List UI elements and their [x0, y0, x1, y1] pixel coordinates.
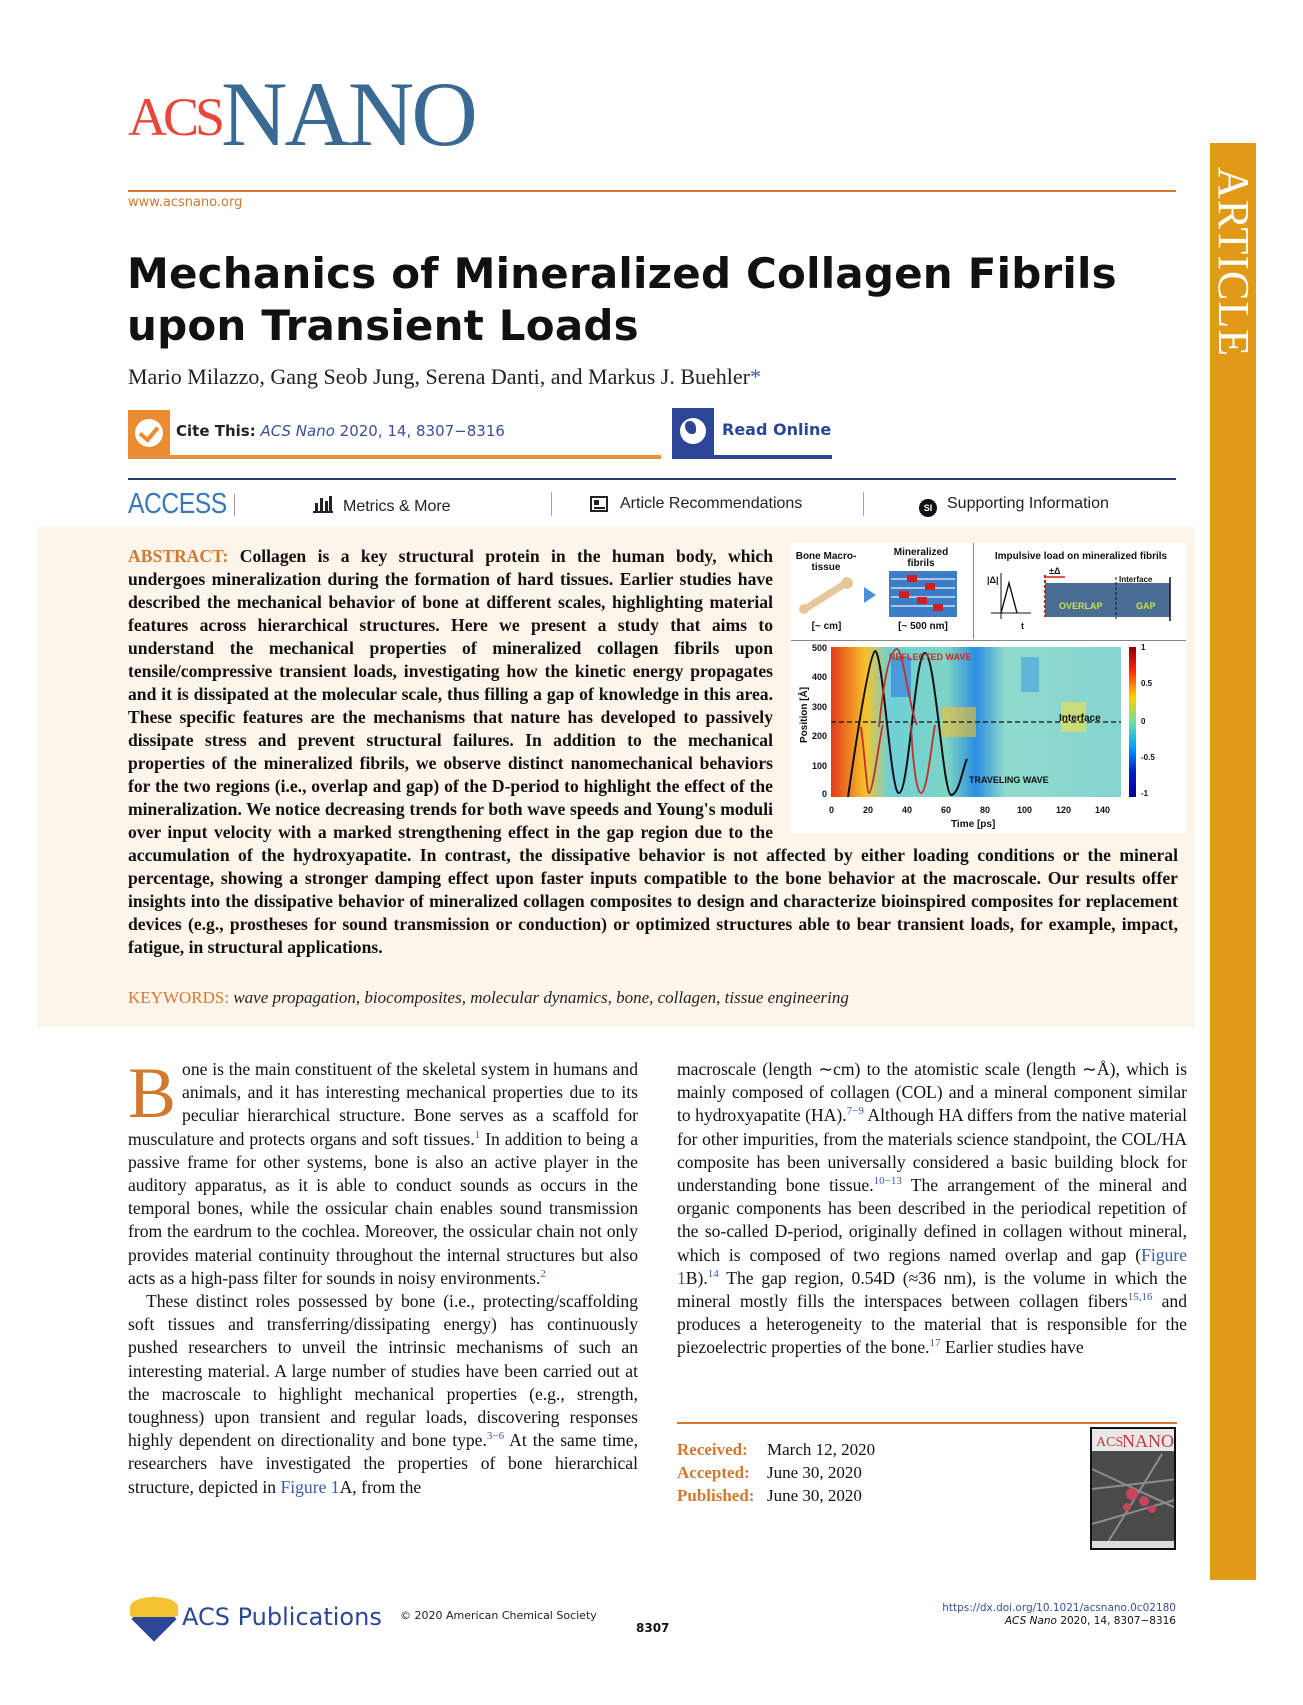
interface-label: Interface	[1059, 713, 1101, 724]
cite-journal: ACS Nano	[260, 422, 335, 440]
article-title: Mechanics of Mineralized Collagen Fibrils upon Transient Loads	[127, 249, 1117, 350]
website-link[interactable]: www.acsnano.org	[128, 195, 243, 210]
arrow-right-icon	[864, 587, 876, 603]
supporting-info-icon: SI	[919, 499, 937, 517]
access-bar	[128, 478, 1176, 533]
article-recommendations-icon	[590, 496, 608, 512]
citation-link[interactable]: 1	[474, 1128, 481, 1141]
body-column-left	[128, 1053, 639, 1499]
article-recommendations-button[interactable]	[590, 495, 802, 513]
published-date: June 30, 2020	[767, 1486, 862, 1505]
logo-acs: ACS	[128, 87, 222, 147]
footer-journal-ref: 2020, 14, 8307−8316	[1060, 1615, 1176, 1627]
figure-link[interactable]: Figure 1	[677, 1244, 1187, 1288]
doi-block	[900, 1602, 1176, 1628]
cite-ref: 2020, 14, 8307−8316	[339, 422, 505, 440]
supporting-information-button[interactable]	[919, 495, 1109, 517]
svg-text:ACS: ACS	[1096, 1435, 1124, 1450]
keywords-label: KEYWORDS:	[128, 988, 230, 1007]
paragraph-text: B).	[685, 1267, 708, 1288]
citation-link[interactable]: 15,16	[1127, 1291, 1153, 1304]
abstract-text: Collagen is a key structural protein in the human body, which undergoes mineralization during the formation of hard tissues. Earlier studies have described the mechanical behavior of bone at different scales, highlighting material features across hierarchical structures. Here we present a study that aims to understand the mechanical properties of mineralized collagen fibrils upon tensile/compressive transient loads, investigating how the kinetic energy propagates and it is dissipated at the molecular scale, thus filling a gap of knowledge in this area. These specific features are the mechanisms that nature has developed to passively dissipate stress and prevent structural failures. In addition to the mechanical properties of the mineralized fibrils, we observe distinct nanomechanical behaviors for the two regions (i.e., overlap and gap) of the D-period to highlight the effect of the mineralization. We notice decreasing trends for both wave speeds and Young's moduli over input velocity with a marked strengthening effect in the gap region due to the accumulation of the hydroxyapatite. In contrast, the dissipative behavior is not affected by either loading conditions or the mineral percentage, showing a stronger damping effect upon faster inputs compatible to the bone behavior at the macroscale. Our results offer insights into the dissipative behavior of mineralized collagen composites to design and characterize bioinspired composites for replacement devices (e.g., prostheses for sound transmission or conduction) or optimized structures able to bear transient loads, for example, impact, fatigue, in structural applications.	[128, 546, 1178, 957]
paragraph-text: In addition to being a passive frame for other systems, bone is also an active player in the auditory apparatus, as it is able to conduct sounds as occurs in the temporal bones, while the ossicular chain enables sound transmission from the eardrum to the cochlea. Moreover, the ossicular chain not only provides material continuity throughout the internal structures but also acts as a high-pass filter for sounds in noisy environments.	[128, 1128, 638, 1288]
accepted-date: June 30, 2020	[767, 1463, 862, 1482]
received-date: March 12, 2020	[767, 1440, 876, 1459]
author-list	[128, 364, 761, 390]
eagle-icon	[130, 1597, 178, 1617]
article-tab-label: ARTICLE	[1209, 166, 1258, 358]
journal-cover-thumbnail[interactable]	[1090, 1427, 1176, 1550]
bar-chart-icon	[313, 495, 333, 513]
x-axis-ticks: 0 20 40 60 80 100 120 140	[829, 805, 1111, 815]
corresponding-author-mark[interactable]: *	[749, 364, 761, 389]
footer-journal: ACS Nano	[1004, 1615, 1057, 1627]
checkmark-icon	[128, 410, 170, 455]
reflected-wave-label: REFLECTED WAVE	[889, 652, 972, 662]
cover-image	[1092, 1429, 1176, 1550]
logo-nano: NANO	[221, 63, 475, 165]
access-label: ACCESS	[128, 488, 227, 520]
panel-fibrils-scale: [~ 500 nm]	[898, 621, 948, 632]
mineralized-fibrils-icon	[889, 571, 957, 617]
divider	[791, 640, 1186, 641]
citation-link[interactable]: 10−13	[873, 1175, 902, 1188]
accepted-label: Accepted:	[677, 1463, 750, 1482]
toc-graphic[interactable]: Bone Macro-tissue [~ cm] Mineralized fibrils [~ 500 nm] Impulsive load on mineralized fibrils |Δ| t ±Δ Interface OVERLAP GAP Position [Å] 500 400 300 200 100 0 REFLECTED WAVE TRAVELING WAVE Interface 0 20 40 60 80 100 120 140 Time [ps] 1 0.5 0 -0.5 -1	[791, 543, 1186, 833]
divider	[973, 543, 974, 639]
pm-delta-label: ±Δ	[1049, 566, 1061, 576]
paragraph-text: Earlier studies have	[940, 1337, 1084, 1358]
overlap-label: OVERLAP	[1059, 601, 1103, 611]
paragraph-text: The gap region, 0.54D (≈36 nm), is the volume in which the mineral mostly fills the interspaces between collagen fibers	[677, 1267, 1187, 1312]
interface-label-top: Interface	[1119, 575, 1153, 584]
panel-impulse-title: Impulsive load on mineralized fibrils	[994, 551, 1168, 562]
page-number: 8307	[636, 1621, 670, 1635]
panel-bone-scale: [~ cm]	[811, 621, 842, 632]
citation-link[interactable]: 14	[707, 1267, 719, 1280]
citation-link[interactable]: 7−9	[846, 1105, 864, 1118]
cite-this-button[interactable]	[128, 410, 661, 459]
abstract-label: ABSTRACT:	[128, 546, 229, 566]
divider	[551, 492, 552, 516]
t-axis-label: t	[1021, 621, 1024, 631]
citation-link[interactable]: 3−6	[486, 1430, 505, 1443]
paragraph-text: macroscale (length ∼cm) to the atomistic scale (length ∼Å), which is mainly composed of collagen (COL) and a mineral component similar to hydroxyapatite (HA).	[677, 1059, 1187, 1126]
paragraph-text: and produces a heterogeneity to the material that is responsible for the piezoelectric properties of the bone.	[677, 1291, 1187, 1358]
femur-bone-icon	[799, 575, 859, 615]
delta-axis-label: |Δ|	[987, 575, 999, 585]
panel-bone-title: Bone Macro-tissue	[795, 551, 857, 573]
received-label: Received:	[677, 1440, 748, 1459]
publisher-name: ACS Publications	[182, 1603, 382, 1631]
x-axis-label: Time [ps]	[951, 819, 996, 830]
keywords	[128, 988, 849, 1008]
dates-rule	[677, 1422, 1177, 1424]
metrics-more-button[interactable]	[313, 495, 451, 516]
gap-label: GAP	[1136, 601, 1156, 611]
authors-text: Mario Milazzo, Gang Seob Jung, Serena Danti, and Markus J. Buehler	[128, 364, 750, 389]
divider	[863, 492, 864, 516]
journal-logo[interactable]	[128, 63, 475, 165]
cite-label: Cite This:	[176, 422, 256, 440]
divider	[234, 494, 235, 516]
y-axis-label: Position [Å]	[799, 686, 810, 743]
metrics-more-label: Metrics & More	[343, 498, 451, 515]
body-column-right	[677, 1058, 1187, 1360]
paragraph-text: These distinct roles possessed by bone (i.e., protecting/scaffolding soft tissues and transferring/dissipating energy) has continuously pushed researchers to unveil the intrinsic mechanisms of such an interesting material. A large number of studies have been carried out at the macroscale to highlight mechanical properties (e.g., strength, toughness) upon transient and regular loads, discovering responses highly dependent on directionality and bone type.	[128, 1291, 638, 1451]
panel-fibrils-title: Mineralized fibrils	[893, 547, 949, 569]
paragraph-text: A, from the	[339, 1476, 422, 1497]
read-online-button[interactable]	[672, 408, 832, 459]
keywords-text: wave propagation, biocomposites, molecular dynamics, bone, collagen, tissue engineering	[233, 988, 849, 1007]
colorbar	[1129, 647, 1136, 797]
paragraph-text: one is the main constituent of the skeletal system in humans and animals, and it has interesting mechanical properties due to its peculiar hierarchical structure. Bone serves as a scaffold for musculature and protects organs and soft tissues.	[128, 1059, 638, 1149]
citation-link[interactable]: 17	[929, 1337, 941, 1350]
copyright: © 2020 American Chemical Society	[400, 1609, 597, 1622]
globe-icon	[672, 408, 714, 455]
drop-cap: B	[128, 1053, 177, 1133]
read-online-label: Read Online	[722, 420, 832, 439]
article-recommendations-label: Article Recommendations	[620, 495, 803, 512]
svg-text:NANO: NANO	[1122, 1431, 1174, 1451]
published-label: Published:	[677, 1486, 755, 1505]
paragraph-text: At the same time, researchers have investigated the properties of bone hierarchical structure, depicted in	[128, 1430, 639, 1497]
doi-link[interactable]: https://dx.doi.org/10.1021/acsnano.0c02180	[942, 1602, 1176, 1614]
header-rule	[128, 190, 1176, 192]
paragraph-text: Although HA differs from the native material for other impurities, from the materials science standpoint, the COL/HA composite has been universally considered a basic building block for understanding bone tissue.	[677, 1105, 1187, 1196]
article-side-tab	[1210, 143, 1256, 1580]
figure-link[interactable]: Figure 1	[280, 1476, 340, 1497]
publication-dates	[677, 1438, 875, 1507]
paragraph-text: The arrangement of the mineral and organic components has been described in the periodical repetition of the so-called D-period, originally defined in collagen without mineral, which is composed of two regions named overlap and gap (	[677, 1175, 1187, 1265]
abstract	[128, 545, 1178, 959]
traveling-wave-label: TRAVELING WAVE	[969, 775, 1049, 785]
citation-link[interactable]: 2	[540, 1267, 546, 1280]
supporting-information-label: Supporting Information	[947, 495, 1109, 512]
